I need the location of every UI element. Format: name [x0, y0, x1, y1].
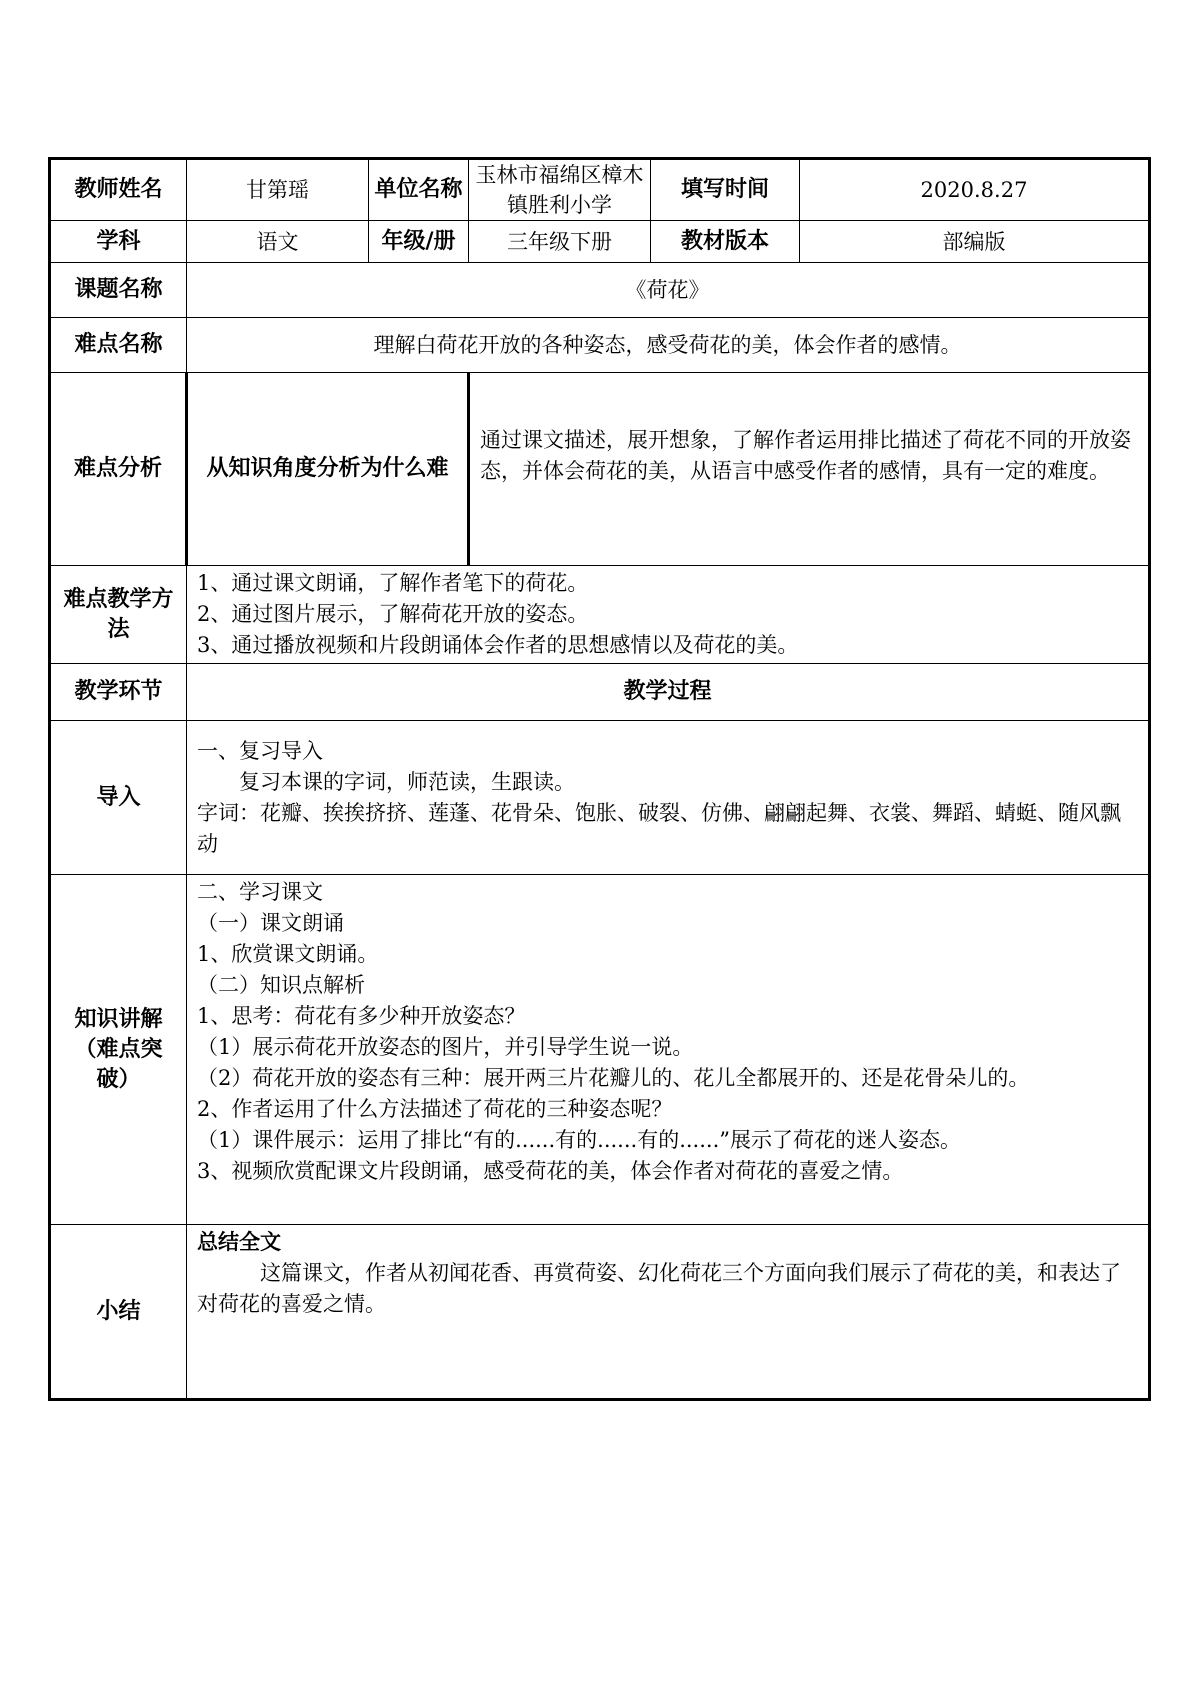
date-value: 2020.8.27	[800, 159, 1150, 221]
intro-content	[187, 721, 1150, 875]
subject-value: 语文	[187, 221, 369, 263]
analysis-label: 难点分析	[50, 373, 187, 566]
row-process-header	[50, 664, 1150, 721]
row-summary	[50, 1225, 1150, 1400]
lesson-plan-table	[48, 157, 1151, 1401]
process-section-label: 教学环节	[50, 664, 187, 721]
method-item: 1、通过课文朗诵，了解作者笔下的荷花。	[197, 571, 589, 595]
knowledge-line: （1）课件展示：运用了排比“有的......有的......有的......”展示了荷花的迷人姿态。	[197, 1128, 961, 1152]
topic-value: 《荷花》	[187, 263, 1150, 318]
unit-label: 单位名称	[369, 159, 469, 221]
summary-label: 小结	[50, 1225, 187, 1400]
process-title: 教学过程	[187, 664, 1150, 721]
knowledge-label: 知识讲解（难点突破）	[50, 875, 187, 1225]
knowledge-line: （2）荷花开放的姿态有三种：展开两三片花瓣儿的、花儿全都展开的、还是花骨朵儿的。	[197, 1066, 1030, 1090]
intro-line: 复习本课的字词，师范读，生跟读。	[239, 769, 575, 794]
date-label: 填写时间	[651, 159, 800, 221]
row-subject	[50, 221, 1150, 263]
knowledge-content	[187, 875, 1150, 1225]
knowledge-line: 2、作者运用了什么方法描述了荷花的三种姿态呢？	[197, 1097, 673, 1121]
summary-title: 总结全文	[197, 1230, 281, 1254]
row-analysis	[50, 373, 1150, 566]
knowledge-line: （一）课文朗诵	[197, 911, 344, 935]
intro-label: 导入	[50, 721, 187, 875]
row-topic	[50, 263, 1150, 318]
knowledge-line: 二、学习课文	[197, 880, 323, 904]
grade-label: 年级/册	[369, 221, 469, 263]
intro-line: 字词：花瓣、挨挨挤挤、莲蓬、花骨朵、饱胀、破裂、仿佛、翩翩起舞、衣裳、舞蹈、蜻蜓、随风飘动	[197, 800, 1121, 856]
edition-label: 教材版本	[651, 221, 800, 263]
knowledge-line: 3、视频欣赏配课文片段朗诵，感受荷花的美，体会作者对荷花的喜爱之情。	[197, 1159, 904, 1183]
grade-value: 三年级下册	[469, 221, 651, 263]
row-knowledge	[50, 875, 1150, 1225]
teacher-value: 甘第瑶	[187, 159, 369, 221]
knowledge-line: （1）展示荷花开放姿态的图片，并引导学生说一说。	[197, 1035, 694, 1059]
difficulty-value: 理解白荷花开放的各种姿态，感受荷花的美，体会作者的感情。	[187, 318, 1150, 373]
methods-list	[187, 566, 1150, 664]
methods-label: 难点教学方法	[50, 566, 187, 664]
difficulty-label: 难点名称	[50, 318, 187, 373]
subject-label: 学科	[50, 221, 187, 263]
knowledge-line: 1、欣赏课文朗诵。	[197, 942, 379, 966]
row-intro	[50, 721, 1150, 875]
row-teacher	[50, 159, 1150, 221]
topic-label: 课题名称	[50, 263, 187, 318]
row-difficulty	[50, 318, 1150, 373]
intro-line: 一、复习导入	[197, 738, 323, 763]
lesson-plan-form	[48, 157, 1148, 1401]
unit-value: 玉林市福绵区樟木镇胜利小学	[469, 159, 651, 221]
method-item: 3、通过播放视频和片段朗诵体会作者的思想感情以及荷花的美。	[197, 633, 799, 657]
analysis-sub-label: 从知识角度分析为什么难	[187, 373, 469, 566]
analysis-text: 通过课文描述，展开想象，了解作者运用排比描述了荷花不同的开放姿态，并体会荷花的美，从语言中感受作者的感情，具有一定的难度。	[469, 373, 1150, 566]
knowledge-line: 1、思考：荷花有多少种开放姿态？	[197, 1004, 526, 1028]
summary-text: 这篇课文，作者从初闻花香、再赏荷姿、幻化荷花三个方面向我们展示了荷花的美，和表达了对荷花的喜爱之情。	[197, 1261, 1121, 1316]
method-item: 2、通过图片展示，了解荷花开放的姿态。	[197, 602, 589, 626]
teacher-label: 教师姓名	[50, 159, 187, 221]
row-methods	[50, 566, 1150, 664]
knowledge-line: （二）知识点解析	[197, 973, 365, 997]
summary-content	[187, 1225, 1150, 1400]
edition-value: 部编版	[800, 221, 1150, 263]
